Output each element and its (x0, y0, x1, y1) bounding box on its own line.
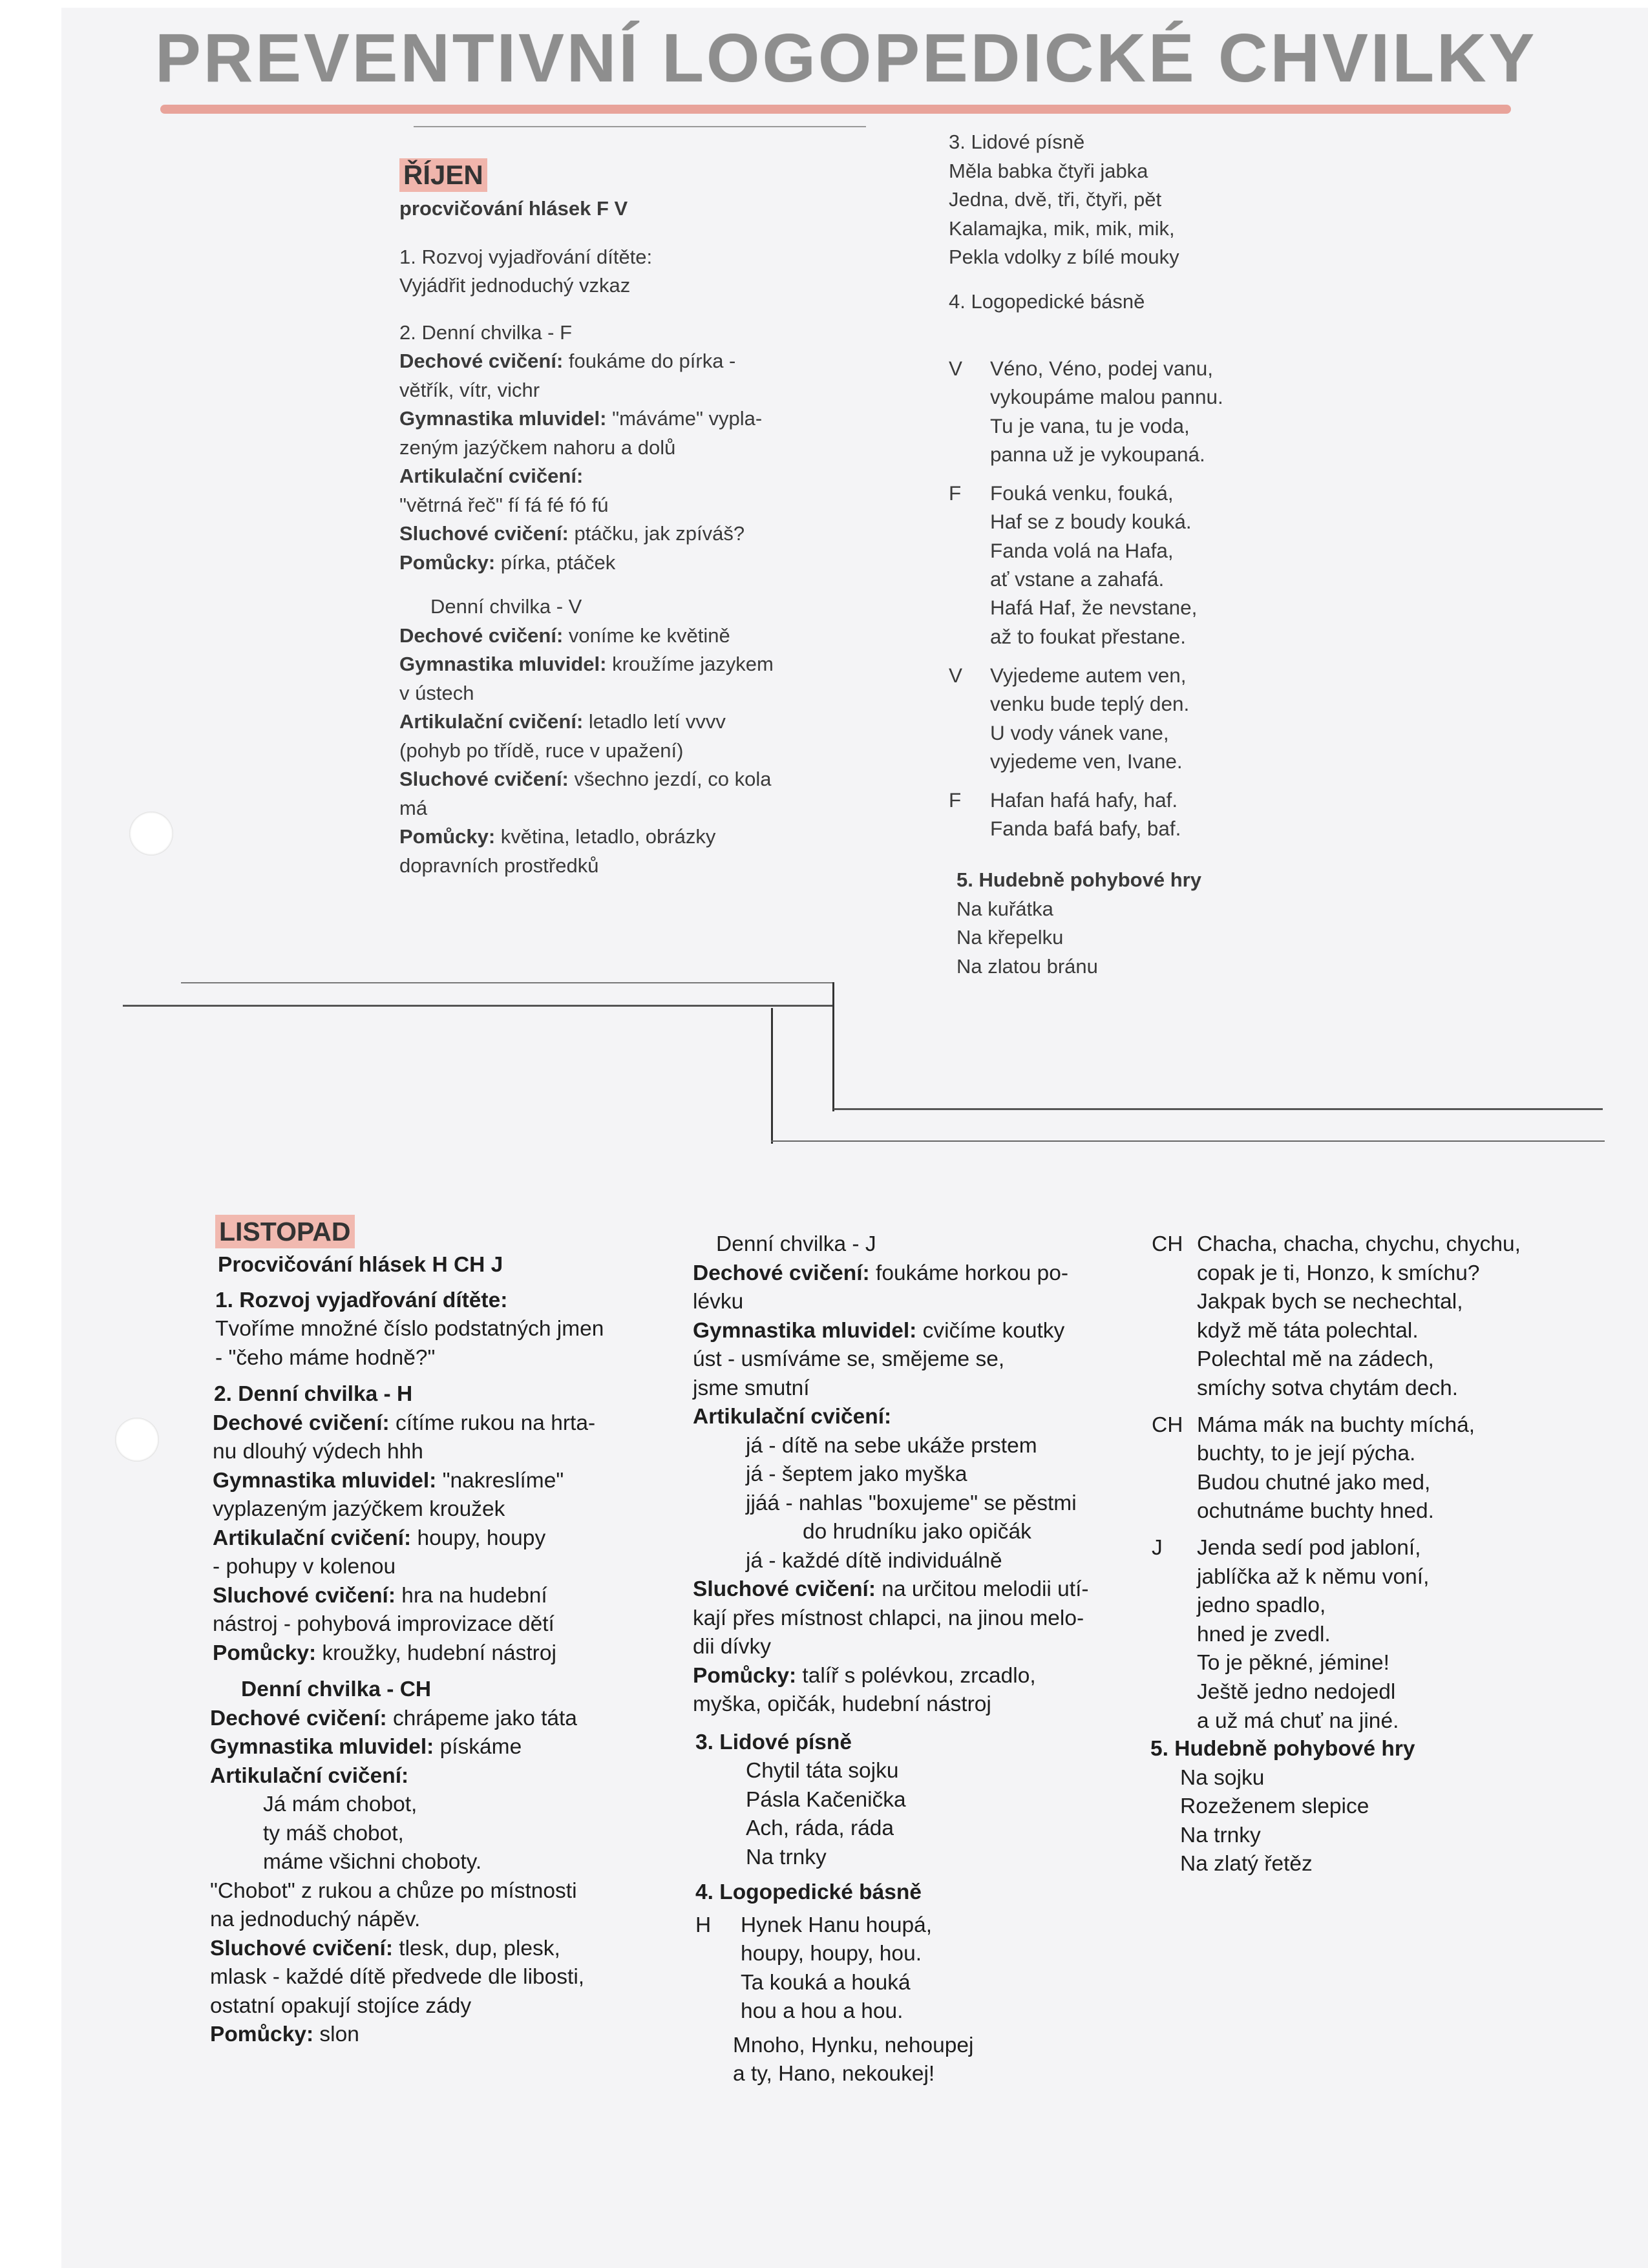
value: květina, letadlo, obrázky (495, 825, 716, 848)
text-line (399, 347, 774, 376)
listopad-songs-heading: 3. Lidové písně (695, 1730, 852, 1754)
text-line (693, 1317, 1089, 1346)
poem-lines-end (693, 2032, 1089, 2089)
song-item: Na trnky (746, 1845, 827, 1869)
text-line (693, 1662, 1089, 1691)
poem-line: To je pěkné, jémine! (1197, 1651, 1389, 1675)
label: Dechové cvičení: (693, 1261, 870, 1285)
text-line (213, 1409, 604, 1438)
listopad-games-heading: 5. Hudebně pohybové hry (1150, 1737, 1415, 1761)
text-line (399, 765, 774, 794)
listopad-column-2 (693, 1230, 1089, 2089)
poem-line: Haf se z boudy kouká. (990, 510, 1192, 534)
value: vyplazeným jazýčkem kroužek (213, 1497, 505, 1521)
poem-lines (693, 1911, 1089, 2026)
poem-line: Tu je vana, tu je voda, (990, 414, 1190, 437)
title-rule (414, 126, 866, 127)
poem-line: hou a hou a hou. (741, 1999, 903, 2023)
rijen-games-heading: 5. Hudebně pohybové hry (956, 868, 1201, 891)
text-line (693, 1690, 1089, 1719)
text-line (213, 1438, 604, 1467)
poem-label: F (949, 481, 962, 505)
text-line (213, 1639, 604, 1668)
label: Gymnastika mluvidel: (213, 1468, 437, 1493)
poem-stanza (1152, 1230, 1521, 1403)
poem-line: Mnoho, Hynku, nehoupej (733, 2033, 974, 2057)
poem-lines (949, 786, 1223, 843)
text-line (210, 1877, 604, 1906)
poem-line: buchty, to je její pýcha. (1197, 1442, 1416, 1466)
rijen-left-column (399, 158, 774, 880)
separator-line (123, 1005, 834, 1007)
rhyme-line: Já mám chobot, (263, 1792, 417, 1816)
text-line: Tvoříme množné číslo podstatných jmen (215, 1317, 604, 1341)
separator-line (181, 982, 834, 983)
listopad-poems-right (1152, 1230, 1521, 1736)
poem-line: Fouká venku, fouká, (990, 481, 1174, 505)
listopad-ch-heading: Denní chvilka - CH (241, 1677, 432, 1701)
text-line (399, 404, 774, 434)
text-line (693, 1288, 1089, 1317)
label: Pomůcky: (399, 825, 496, 848)
poem-lines (1152, 1411, 1521, 1526)
label: Gymnastika mluvidel: (399, 407, 607, 430)
game-item: Na křepelku (956, 926, 1064, 949)
listopad-j-articulation-cont: do hrudníku jako opičák (803, 1520, 1031, 1544)
poem-line: Véno, Véno, podej vanu, (990, 357, 1214, 380)
text-line: - "čeho máme hodně?" (215, 1345, 436, 1370)
rijen-games (956, 866, 1201, 981)
title-underline (160, 105, 1511, 114)
value: větřík, vítr, vichr (399, 378, 540, 401)
label: Pomůcky: (693, 1663, 797, 1688)
rhyme-line: máme všichni choboty. (263, 1850, 482, 1874)
poem-label: CH (1152, 1412, 1183, 1437)
label: Gymnastika mluvidel: (399, 653, 607, 675)
value: chrápeme jako táta (386, 1706, 577, 1730)
game-item: Na zlatou bránu (956, 954, 1098, 978)
separator-line (832, 982, 834, 1111)
poem-label: V (949, 663, 963, 687)
label: Artikulační cvičení: (210, 1763, 409, 1788)
text-line (213, 1524, 604, 1553)
poem-line: ať vstane a zahafá. (990, 567, 1165, 591)
poem-stanza (949, 479, 1223, 651)
value: slon (313, 2022, 359, 2046)
rijen-v-heading: Denní chvilka - V (430, 595, 582, 618)
game-item: Rozeženem slepice (1180, 1794, 1369, 1818)
label: Pomůcky: (213, 1641, 317, 1665)
text-line (693, 1403, 1089, 1432)
poem-line: jablíčka až k němu voní, (1197, 1564, 1430, 1589)
listopad-h-heading: 2. Denní chvilka - H (214, 1382, 413, 1406)
rijen-songs-list (949, 157, 1179, 272)
game-item: Na trnky (1180, 1823, 1261, 1847)
song-item: Ach, ráda, ráda (746, 1816, 894, 1840)
label: Artikulační cvičení: (399, 710, 584, 733)
poem-line: Fanda volá na Hafa, (990, 538, 1174, 562)
text-line (693, 1259, 1089, 1288)
text-line (399, 434, 774, 463)
text-line (210, 1935, 604, 1964)
text-line (213, 1467, 604, 1496)
poem-label: H (695, 1913, 712, 1937)
text-line (210, 1733, 604, 1762)
label: Sluchové cvičení: (213, 1583, 396, 1608)
listopad-games (1150, 1735, 1415, 1879)
rijen-section-1-text: Vyjádřit jednoduchý vzkaz (399, 274, 631, 297)
value: myška, opičák, hudební nástroj (693, 1692, 991, 1716)
text-line (399, 376, 774, 405)
text-line (213, 1582, 604, 1611)
poem-stanza (1152, 1534, 1521, 1736)
value: má (399, 796, 428, 819)
song-item: Chytil táta sojku (746, 1759, 899, 1783)
poem-lines (949, 354, 1223, 468)
value: tlesk, dup, plesk, (393, 1936, 560, 1960)
poem-line: Ta kouká a houká (741, 1970, 911, 1995)
label: Artikulační cvičení: (213, 1526, 412, 1550)
scan-margin (0, 0, 61, 2268)
rijen-f-lines (399, 347, 774, 577)
label: Sluchové cvičení: (399, 522, 569, 545)
label: Gymnastika mluvidel: (210, 1735, 434, 1759)
listopad-ch-lines-2 (210, 1877, 604, 2050)
label: Dechové cvičení: (399, 350, 564, 372)
text-line (399, 708, 774, 737)
poem-line: Máma mák na buchty míchá, (1197, 1412, 1475, 1437)
rijen-poems-heading: 4. Logopedické básně (949, 289, 1145, 313)
rijen-section-1-heading: 1. Rozvoj vyjadřování dítěte: (399, 245, 653, 268)
value: cítíme rukou na hrta- (389, 1411, 596, 1435)
month-heading-rijen: ŘÍJEN (399, 158, 487, 192)
separator-line (771, 1140, 1605, 1142)
poem-lines (949, 479, 1223, 651)
song-item: Měla babka čtyři jabka (949, 159, 1148, 182)
poem-line: vyjedeme ven, Ivane. (990, 749, 1183, 773)
poem-label: V (949, 357, 963, 380)
text-line (210, 1705, 604, 1734)
listopad-poems-heading: 4. Logopedické básně (695, 1880, 922, 1904)
articulation-line: já - dítě na sebe ukáže prstem (746, 1433, 1037, 1458)
poem-line: Jakpak bych se nechechtal, (1197, 1290, 1463, 1314)
listopad-games-list (1150, 1764, 1415, 1879)
text-line (210, 1963, 604, 1992)
value: "Chobot" z rukou a chůze po místnosti (210, 1878, 577, 1903)
poem-line: Ještě jedno nedojedl (1197, 1679, 1396, 1704)
text-line (693, 1345, 1089, 1374)
articulation-line: já - šeptem jako myška (746, 1462, 967, 1486)
label: Sluchové cvičení: (399, 768, 569, 790)
poem-line: Chacha, chacha, chychu, chychu, (1197, 1232, 1521, 1256)
value: "větrná řeč" fí fá fé fó fú (399, 493, 609, 516)
value: lévku (693, 1290, 744, 1314)
articulation-line: jjáá - nahlas "boxujeme" se pěstmi (746, 1491, 1077, 1515)
poem-line: vykoupáme malou pannu. (990, 385, 1223, 409)
text-line (399, 462, 774, 491)
value: na jednoduchý nápěv. (210, 1907, 421, 1931)
rijen-v-lines (399, 622, 774, 881)
listopad-poem-h (693, 1911, 1089, 2089)
text-line (693, 1575, 1089, 1604)
listopad-section-1-text (210, 1315, 604, 1372)
text-line (693, 1604, 1089, 1633)
text-line (399, 823, 774, 852)
poem-lines (1152, 1230, 1521, 1403)
label: Sluchové cvičení: (693, 1577, 876, 1601)
song-item: Jedna, dvě, tři, čtyři, pět (949, 188, 1162, 211)
listopad-ch-lines (210, 1705, 604, 1791)
value: nástroj - pohybová improvizace dětí (213, 1612, 555, 1636)
label: Dechové cvičení: (213, 1411, 390, 1435)
poem-label: CH (1152, 1232, 1183, 1256)
value: pískáme (434, 1735, 522, 1759)
value: na určitou melodii utí- (876, 1577, 1089, 1601)
rijen-games-list (956, 895, 1201, 982)
value: jsme smutní (693, 1376, 810, 1400)
punch-hole (115, 1418, 159, 1462)
listopad-j-lines (693, 1259, 1089, 1432)
listopad-j-heading: Denní chvilka - J (716, 1232, 876, 1256)
month-heading-listopad: LISTOPAD (215, 1215, 355, 1248)
rijen-poems (949, 354, 1223, 843)
poem-line: copak je ti, Honzo, k smíchu? (1197, 1261, 1480, 1285)
value: (pohyb po třídě, ruce v upažení) (399, 739, 684, 762)
poem-stanza (949, 354, 1223, 468)
poem-line: Polechtal mě na zádech, (1197, 1347, 1434, 1372)
listopad-ch-rhyme (210, 1790, 604, 1877)
poem-line: panna už je vykoupaná. (990, 442, 1205, 466)
text-line (213, 1495, 604, 1524)
text-line (210, 1992, 604, 2021)
poem-lines (1152, 1534, 1521, 1736)
label: Pomůcky: (399, 551, 496, 574)
value: "máváme" vypla- (606, 407, 763, 430)
value: pírka, ptáček (495, 551, 616, 574)
text-line (399, 794, 774, 823)
poem-line: Hafan hafá hafy, haf. (990, 788, 1178, 812)
song-item: Pásla Kačenička (746, 1787, 906, 1812)
scan-top-edge (0, 0, 1648, 8)
poem-line: Hynek Hanu houpá, (741, 1913, 933, 1937)
poem-line: hned je zvedl. (1197, 1622, 1331, 1646)
poem-line: smíchy sotva chytám dech. (1197, 1376, 1459, 1400)
value: cvičíme koutky (916, 1318, 1065, 1343)
poem-line: když mě táta polechtal. (1197, 1318, 1419, 1343)
poem-line: venku bude teplý den. (990, 692, 1190, 716)
listopad-section-1-heading: 1. Rozvoj vyjadřování dítěte: (215, 1288, 508, 1312)
text-line (399, 650, 774, 679)
song-item: Kalamajka, mik, mik, mik, (949, 216, 1175, 240)
poem-line: houpy, houpy, hou. (741, 1942, 922, 1966)
label: Dechové cvičení: (399, 624, 564, 647)
rijen-subtitle: procvičování hlásek F V (399, 197, 628, 220)
value: - pohupy v kolenou (213, 1555, 396, 1579)
value: letadlo letí vvvv (583, 710, 726, 733)
value: houpy, houpy (411, 1526, 546, 1550)
text-line (213, 1553, 604, 1582)
value: kají přes místnost chlapci, na jinou melo- (693, 1606, 1084, 1630)
rijen-songs-heading: 3. Lidové písně (949, 131, 1085, 153)
poem-lines (949, 661, 1223, 775)
text-line (399, 491, 774, 520)
page-title: PREVENTIVNÍ LOGOPEDICKÉ CHVILKY (155, 20, 1537, 96)
value: hra na hudební (396, 1583, 547, 1608)
text-line (399, 549, 774, 578)
rijen-right-column (949, 128, 1179, 316)
poem-line: Jenda sedí pod jabloní, (1197, 1535, 1421, 1560)
listopad-subtitle: Procvičování hlásek H CH J (218, 1253, 503, 1277)
listopad-songs-list (693, 1757, 1089, 1872)
value: ostatní opakují stojíce zády (210, 1993, 472, 2018)
text-line (210, 2021, 604, 2050)
poem-line: Budou chutné jako med, (1197, 1470, 1431, 1495)
label: Dechové cvičení: (210, 1706, 387, 1730)
value: foukáme horkou po- (869, 1261, 1068, 1285)
poem-line: Fanda bafá bafy, baf. (990, 817, 1181, 841)
text-line (399, 622, 774, 651)
label: Artikulační cvičení: (399, 465, 584, 487)
poem-line: ochutnáme buchty hned. (1197, 1499, 1434, 1524)
text-line (210, 1762, 604, 1791)
listopad-j-articulation (693, 1432, 1089, 1518)
text-line (210, 1906, 604, 1935)
poem-stanza (949, 786, 1223, 843)
value: kroužíme jazykem (606, 653, 774, 675)
value: voníme ke květině (563, 624, 730, 647)
poem-stanza (949, 661, 1223, 775)
poem-line: až to foukat přestane. (990, 624, 1186, 648)
text-line (399, 679, 774, 708)
punch-hole (129, 812, 173, 856)
listopad-j-lines-2 (693, 1575, 1089, 1719)
value: dii dívky (693, 1635, 772, 1659)
text-line (693, 1374, 1089, 1403)
text-line (399, 852, 774, 881)
label: Artikulační cvičení: (693, 1405, 892, 1429)
poem-line: jedno spadlo, (1197, 1593, 1326, 1618)
value: "nakreslíme" (436, 1468, 564, 1493)
value: mlask - každé dítě předvede dle libosti, (210, 1965, 585, 1989)
value: foukáme do pírka - (563, 350, 736, 372)
value: všechno jezdí, co kola (568, 768, 772, 790)
value: ptáčku, jak zpíváš? (568, 522, 745, 545)
label: Pomůcky: (210, 2022, 314, 2046)
game-item: Na zlatý řetěz (1180, 1852, 1313, 1876)
label: Gymnastika mluvidel: (693, 1318, 917, 1343)
text-line (693, 1633, 1089, 1662)
poem-line: U vody vánek vane, (990, 720, 1169, 744)
rijen-f-heading: 2. Denní chvilka - F (399, 320, 573, 344)
separator-line (771, 1008, 773, 1144)
poem-line: Hafá Haf, že nevstane, (990, 596, 1198, 620)
value: dopravních prostředků (399, 854, 599, 877)
value: talíř s polévkou, zrcadlo, (796, 1663, 1036, 1688)
poem-label: J (1152, 1535, 1163, 1560)
rhyme-line: ty máš chobot, (263, 1821, 404, 1845)
poem-line: Vyjedeme autem ven, (990, 663, 1187, 687)
poem-stanza (1152, 1411, 1521, 1526)
separator-line (834, 1108, 1603, 1110)
value: v ústech (399, 681, 474, 704)
label: Sluchové cvičení: (210, 1936, 393, 1960)
value: úst - usmíváme se, smějeme se, (693, 1347, 1005, 1371)
value: nu dlouhý výdech hhh (213, 1440, 423, 1464)
game-item: Na kuřátka (956, 897, 1053, 920)
listopad-column-1 (210, 1215, 604, 2050)
text-line (213, 1610, 604, 1639)
poem-line: a ty, Hano, nekoukej! (733, 2062, 935, 2086)
value: zeným jazýčkem nahoru a dolů (399, 436, 676, 459)
poem-line: a už má chuť na jiné. (1197, 1708, 1399, 1733)
listopad-j-articulation-last: já - každé dítě individuálně (746, 1548, 1002, 1573)
text-line (399, 520, 774, 549)
text-line (399, 737, 774, 766)
listopad-h-lines (210, 1409, 604, 1668)
game-item: Na sojku (1180, 1765, 1265, 1790)
poem-label: F (949, 788, 962, 812)
song-item: Pekla vdolky z bílé mouky (949, 246, 1179, 268)
value: kroužky, hudební nástroj (316, 1641, 556, 1665)
